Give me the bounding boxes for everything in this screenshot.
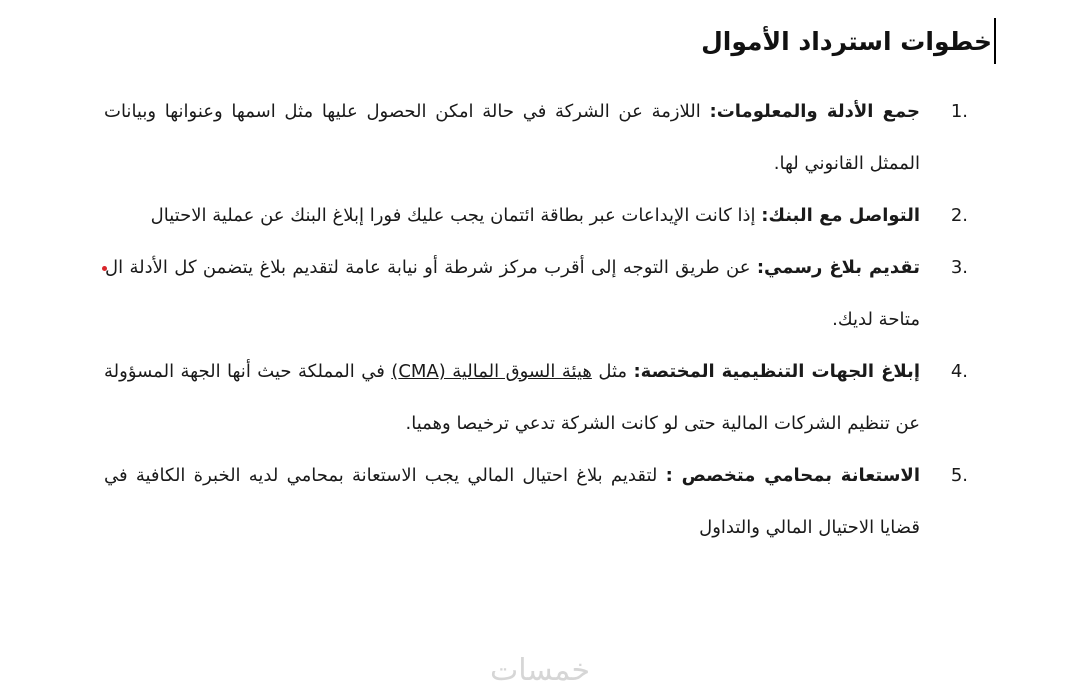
list-item-3 xyxy=(0,242,1080,346)
item-text: عن طريق التوجه إلى أقرب مركز شرطة أو نيابة عامة لتقديم بلاغ يتضمن كل الأدلة ال xyxy=(105,257,757,278)
item-text-after: متاحة لديك. xyxy=(832,309,920,330)
list-item-2 xyxy=(0,190,1080,242)
page-title: خطوات استرداد الأموال xyxy=(701,26,992,56)
heading-container xyxy=(701,18,996,64)
item-text-before-link: مثل xyxy=(591,361,634,382)
steps-list xyxy=(0,86,1080,554)
item-number: 2. xyxy=(950,205,968,226)
list-item-5 xyxy=(0,450,1080,554)
list-item-4 xyxy=(0,346,1080,450)
item-number: 1. xyxy=(950,101,968,122)
item-lead: التواصل مع البنك: xyxy=(761,205,920,226)
item-number: 4. xyxy=(950,361,968,382)
item-text: إذا كانت الإيداعات عبر بطاقة ائتمان يجب عليك فورا إبلاغ البنك عن عملية الاحتيال xyxy=(150,205,762,226)
list-item-1 xyxy=(0,86,1080,190)
item-text: لتقديم بلاغ احتيال المالي يجب الاستعانة بمحامي لديه الخبرة الكافية في قضايا الاحتيال المالي والتداول xyxy=(104,465,920,538)
item-text: في المملكة حيث أنها الجهة المسؤولة عن تنظيم الشركات المالية حتى لو كانت الشركة تدعي ترخيصا وهميا. xyxy=(104,361,920,434)
watermark-logo: خمسات xyxy=(489,653,591,688)
item-number: 5. xyxy=(950,465,968,486)
item-lead: إبلاغ الجهات التنظيمية المختصة: xyxy=(633,361,920,382)
item-lead: تقديم بلاغ رسمي: xyxy=(756,257,920,278)
item-lead: جمع الأدلة والمعلومات: xyxy=(709,101,920,122)
item-lead: الاستعانة بمحامي متخصص : xyxy=(665,465,921,486)
item-text: اللازمة عن الشركة في حالة امكن الحصول عليها مثل اسمها وعنوانها وبيانات الممثل القانوني لها. xyxy=(104,101,920,174)
item-number: 3. xyxy=(950,257,968,278)
cma-link[interactable]: هيئة السوق المالية (CMA) xyxy=(391,361,592,382)
